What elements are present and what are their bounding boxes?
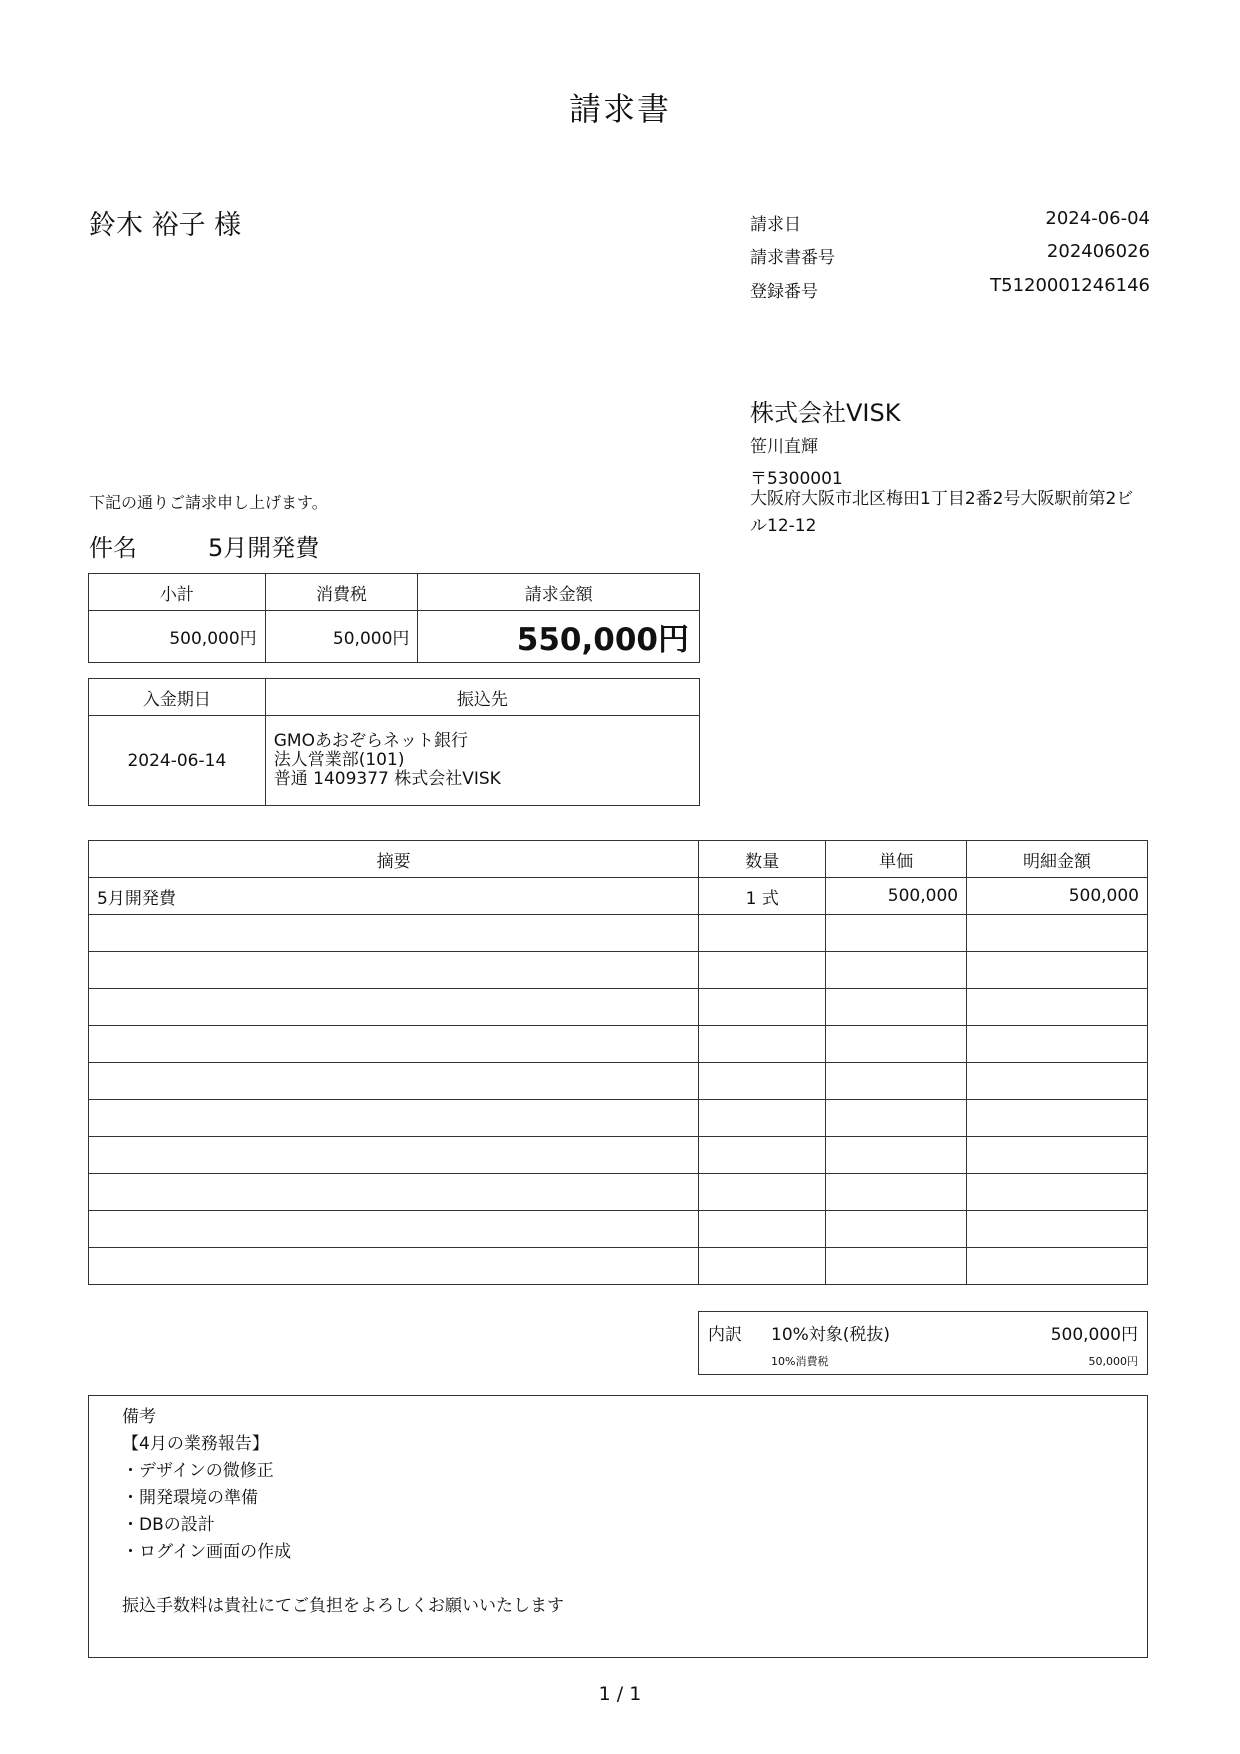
item-unit-price: [826, 1174, 967, 1211]
subject-label: 件名: [89, 534, 137, 562]
bank-header: 振込先: [265, 679, 699, 716]
item-description: [89, 1248, 699, 1285]
notes-line: ・DBの設計: [122, 1515, 215, 1535]
description-header: 摘要: [89, 841, 699, 878]
item-description: [89, 1174, 699, 1211]
table-row: [89, 1100, 1148, 1137]
due-date-header: 入金期日: [89, 679, 266, 716]
breakdown-target-label: 10%対象(税抜): [771, 1325, 891, 1345]
table-row: [89, 1137, 1148, 1174]
intro-text: 下記の通りご請求申し上げます。: [89, 493, 328, 512]
item-quantity: [699, 1100, 826, 1137]
issuer-address: 大阪府大阪市北区梅田1丁目2番2号大阪駅前第2ビル12-12: [750, 489, 1134, 536]
item-amount: [967, 1137, 1148, 1174]
table-row: [89, 1026, 1148, 1063]
document-title: 請求書: [568, 90, 671, 128]
item-quantity: [699, 1137, 826, 1174]
item-description: [89, 1100, 699, 1137]
due-date: 2024-06-14: [89, 716, 266, 806]
item-description: [89, 1026, 699, 1063]
bank-branch: 法人営業部(101): [273, 750, 405, 770]
item-unit-price: 500,000: [826, 878, 967, 915]
item-unit-price: [826, 989, 967, 1026]
item-quantity: [699, 989, 826, 1026]
item-unit-price: [826, 915, 967, 952]
item-description: [89, 1137, 699, 1174]
table-row: [89, 952, 1148, 989]
notes-spacer: [122, 1566, 564, 1593]
notes-line: 振込手数料は貴社にてご負担をよろしくお願いいたします: [122, 1596, 564, 1616]
subtotal-value: 500,000円: [89, 611, 266, 663]
item-unit-price: [826, 1026, 967, 1063]
customer-name: 鈴木 裕子 様: [89, 210, 242, 241]
item-amount: [967, 952, 1148, 989]
issuer-person: 笹川直輝: [750, 437, 818, 457]
breakdown-target-amount: 500,000円: [1050, 1325, 1138, 1345]
item-quantity: [699, 1248, 826, 1285]
notes-line: 【4月の業務報告】: [122, 1434, 269, 1454]
tax-breakdown: [698, 1311, 1148, 1375]
table-row: [89, 915, 1148, 952]
item-description: [89, 1211, 699, 1248]
table-row: [89, 1211, 1148, 1248]
item-quantity: [699, 1211, 826, 1248]
table-row: [89, 989, 1148, 1026]
item-amount: [967, 1248, 1148, 1285]
item-amount: [967, 1063, 1148, 1100]
breakdown-label: 内訳: [708, 1325, 742, 1345]
item-amount: [967, 1026, 1148, 1063]
table-row: [89, 1063, 1148, 1100]
item-amount: [967, 989, 1148, 1026]
item-quantity: [699, 1174, 826, 1211]
total-header: 請求金額: [418, 574, 700, 611]
tax-value: 50,000円: [265, 611, 418, 663]
invoice-date: 2024-06-04: [1045, 208, 1150, 229]
item-unit-price: [826, 952, 967, 989]
payment-table: [88, 678, 700, 806]
bank-name: GMOあおぞらネット銀行: [273, 731, 468, 751]
item-amount: [967, 1100, 1148, 1137]
amount-header: 明細金額: [967, 841, 1148, 878]
item-unit-price: [826, 1137, 967, 1174]
notes-line: ・開発環境の準備: [122, 1488, 258, 1508]
unit-price-header: 単価: [826, 841, 967, 878]
notes-line: ・ログイン画面の作成: [122, 1542, 292, 1562]
table-row: [89, 878, 1148, 915]
table-row: [89, 1248, 1148, 1285]
item-description: [89, 1063, 699, 1100]
total-amount: 550,000円: [418, 611, 700, 663]
breakdown-tax-label: 10%消費税: [771, 1355, 829, 1368]
item-unit-price: [826, 1211, 967, 1248]
notes-line: ・デザインの微修正: [122, 1461, 274, 1481]
subject-value: 5月開発費: [208, 534, 320, 562]
item-quantity: [699, 915, 826, 952]
subtotal-header: 小計: [89, 574, 266, 611]
issuer-company: 株式会社VISK: [750, 399, 901, 427]
invoice-number: 202406026: [1046, 241, 1150, 262]
items-table: [88, 840, 1148, 1285]
item-quantity: [699, 1063, 826, 1100]
bank-details: [265, 716, 699, 806]
item-unit-price: [826, 1248, 967, 1285]
issuer-postal: 〒5300001: [750, 469, 843, 489]
item-unit-price: [826, 1063, 967, 1100]
notes-title: 備考: [122, 1407, 156, 1427]
item-description: [89, 952, 699, 989]
item-quantity: [699, 1026, 826, 1063]
invoice-number-label: 請求書番号: [750, 248, 835, 268]
item-quantity: [699, 952, 826, 989]
item-description: 5月開発費: [89, 878, 699, 915]
tax-header: 消費税: [265, 574, 418, 611]
item-amount: 500,000: [967, 878, 1148, 915]
item-amount: [967, 1174, 1148, 1211]
registration-number: T5120001246146: [990, 275, 1150, 296]
bank-account: 普通 1409377 株式会社VISK: [273, 769, 501, 789]
notes-box: [88, 1395, 1148, 1658]
invoice-date-label: 請求日: [750, 215, 801, 235]
registration-label: 登録番号: [750, 282, 818, 302]
item-amount: [967, 915, 1148, 952]
item-unit-price: [826, 1100, 967, 1137]
page-number: 1 / 1: [598, 1683, 642, 1705]
table-row: [89, 1174, 1148, 1211]
item-description: [89, 989, 699, 1026]
item-quantity: 1 式: [699, 878, 826, 915]
breakdown-tax-amount: 50,000円: [1088, 1355, 1138, 1368]
quantity-header: 数量: [699, 841, 826, 878]
item-amount: [967, 1211, 1148, 1248]
item-description: [89, 915, 699, 952]
summary-table: [88, 573, 700, 663]
